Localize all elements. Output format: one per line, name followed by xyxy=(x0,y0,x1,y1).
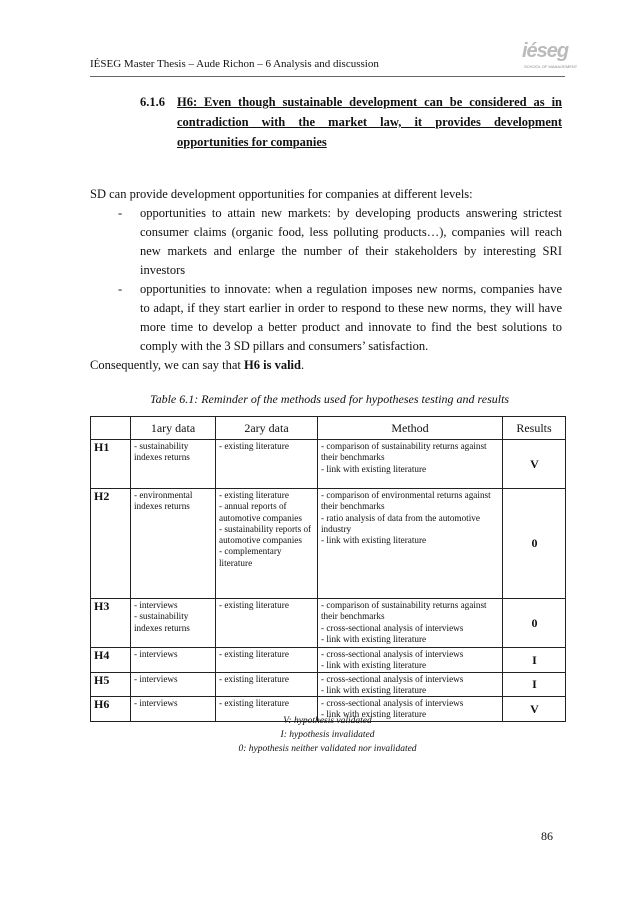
bullet-marker: - xyxy=(118,282,123,296)
table-caption: Table 6.1: Reminder of the methods used for hypotheses testing and results xyxy=(150,392,510,406)
intro-paragraph: SD can provide development opportunities for companies at different levels: xyxy=(90,187,473,201)
table-row xyxy=(91,648,566,673)
method-cell: - cross-sectional analysis of interviews - link with existing literature xyxy=(318,697,503,722)
opportunity-list xyxy=(118,204,562,356)
secondary-data-cell: - existing literature xyxy=(216,648,318,673)
col-header: 2ary data xyxy=(216,417,318,440)
hypothesis-cell: H5 xyxy=(91,672,131,697)
page-header: IÉSEG Master Thesis – Aude Richon – 6 Analysis and discussion xyxy=(90,58,379,70)
method-cell: - comparison of sustainability returns against their benchmarks - link with existing literature xyxy=(318,440,503,489)
legend-line: V: hypothesis validated xyxy=(283,716,372,726)
bullet-text: opportunities to innovate: when a regulation imposes new norms, companies have to adapt, if they start earlier in order to respond to these new norms, they will have more time to develop a better product and innovate to find the best solutions to comply with the 3 SD pillars and consumers’ satisfaction. xyxy=(140,282,562,353)
table-row xyxy=(91,599,566,648)
table-row xyxy=(91,489,566,599)
conclusion-paragraph xyxy=(90,356,562,375)
list-item xyxy=(118,280,562,356)
table-row xyxy=(91,440,566,489)
page-number: 86 xyxy=(541,829,553,843)
section-number: 6.1.6 xyxy=(140,95,165,109)
secondary-data-cell: - existing literature xyxy=(216,697,318,722)
primary-data-cell: - interviews xyxy=(131,672,216,697)
secondary-data-cell: - existing literature xyxy=(216,599,318,648)
header-rule xyxy=(90,76,565,77)
bullet-text: opportunities to attain new markets: by developing products answering strictest consumer claims (organic food, less polluting products…), companies will reach new markets and enlarge the number of their stakeholders by interesting SRI investors xyxy=(140,206,562,277)
result-cell: V xyxy=(503,697,566,722)
col-header: 1ary data xyxy=(131,417,216,440)
col-header: Results xyxy=(503,417,566,440)
logo-subtitle: SCHOOL OF MANAGEMENT xyxy=(524,64,578,69)
col-header: Method xyxy=(318,417,503,440)
primary-data-cell: - sustainability indexes returns xyxy=(131,440,216,489)
section-title: H6: Even though sustainable development can be considered as in contradiction with the market law, it provides development opportunities for companies xyxy=(177,95,562,149)
logo-wordmark: iéseg xyxy=(522,40,569,62)
legend-line: 0: hypothesis neither validated nor invalidated xyxy=(238,744,417,754)
hypothesis-cell: H3 xyxy=(91,599,131,648)
method-cell: - comparison of sustainability returns against their benchmarks - cross-sectional analysis of interviews - link with existing literature xyxy=(318,599,503,648)
primary-data-cell: - environmental indexes returns xyxy=(131,489,216,599)
results-table xyxy=(90,416,566,722)
hypothesis-cell: H6 xyxy=(91,697,131,722)
hypothesis-cell: H1 xyxy=(91,440,131,489)
method-cell: - cross-sectional analysis of interviews - link with existing literature xyxy=(318,648,503,673)
list-item xyxy=(118,204,562,280)
table-header-row xyxy=(91,417,566,440)
result-cell: V xyxy=(503,440,566,489)
hypothesis-cell: H4 xyxy=(91,648,131,673)
method-cell: - comparison of environmental returns against their benchmarks - ratio analysis of data from the automotive industry - link with existing literature xyxy=(318,489,503,599)
col-header xyxy=(91,417,131,440)
secondary-data-cell: - existing literature xyxy=(216,440,318,489)
primary-data-cell: - interviews - sustainability indexes returns xyxy=(131,599,216,648)
table-legend xyxy=(90,714,565,756)
primary-data-cell: - interviews xyxy=(131,648,216,673)
bullet-marker: - xyxy=(118,206,123,220)
secondary-data-cell: - existing literature - annual reports of automotive companies - sustainability reports of automotive companies - complementary literature xyxy=(216,489,318,599)
legend-line: I: hypothesis invalidated xyxy=(280,730,375,740)
ieseg-logo xyxy=(522,40,578,74)
hypothesis-cell: H2 xyxy=(91,489,131,599)
result-cell: 0 xyxy=(503,599,566,648)
result-cell: I xyxy=(503,672,566,697)
conclusion-emphasis: H6 is valid xyxy=(244,358,301,372)
table-row xyxy=(91,672,566,697)
result-cell: I xyxy=(503,648,566,673)
conclusion-text: Consequently, we can say that xyxy=(90,358,245,372)
secondary-data-cell: - existing literature xyxy=(216,672,318,697)
method-cell: - cross-sectional analysis of interviews - link with existing literature xyxy=(318,672,503,697)
table-body xyxy=(91,440,566,722)
result-cell: 0 xyxy=(503,489,566,599)
conclusion-end: . xyxy=(300,358,305,372)
primary-data-cell: - interviews xyxy=(131,697,216,722)
